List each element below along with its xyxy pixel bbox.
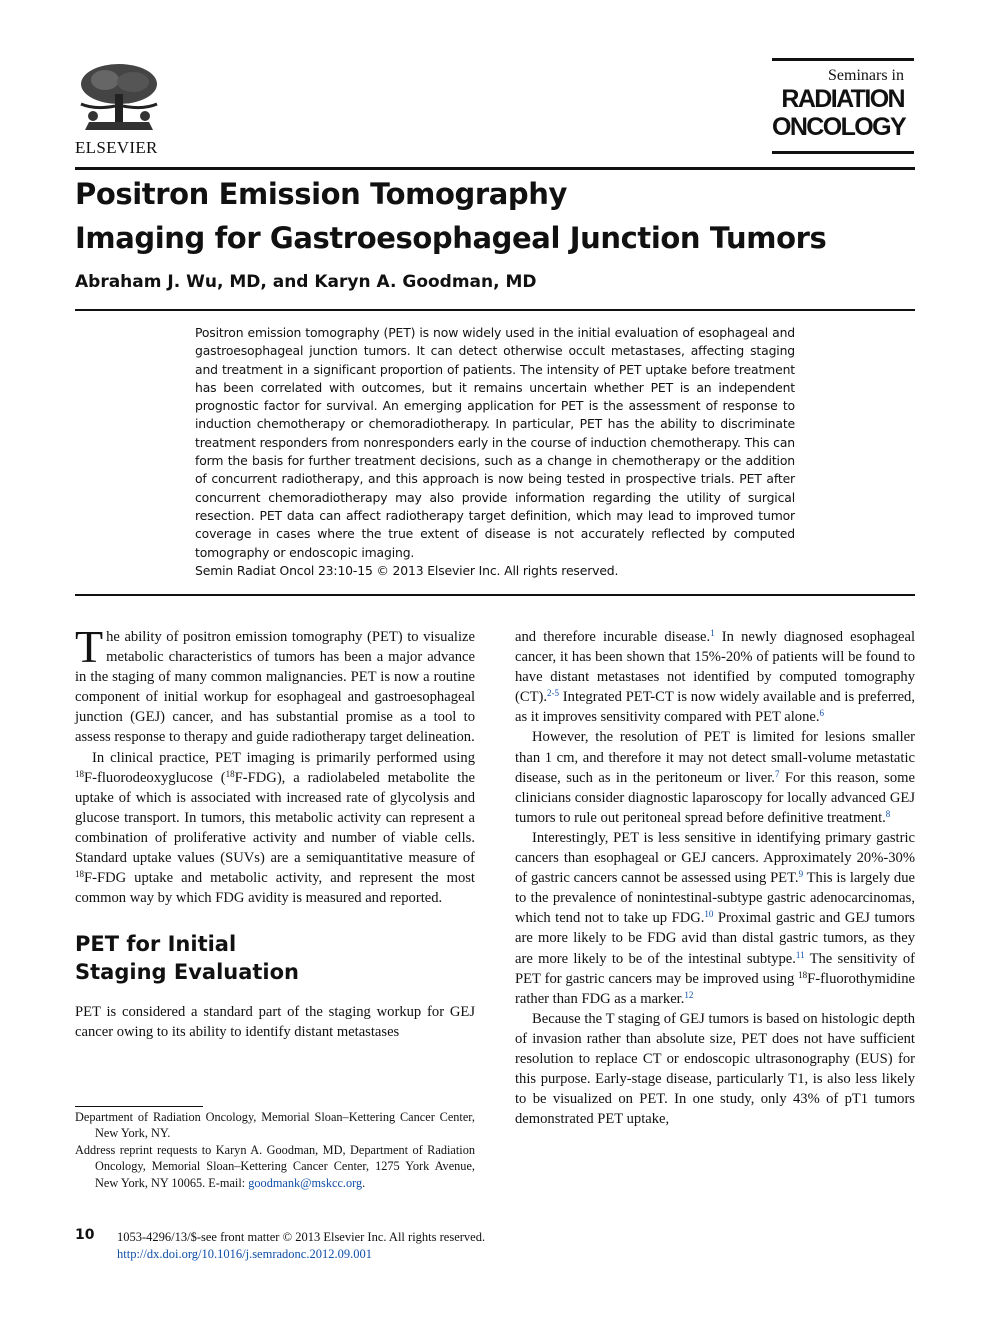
- paragraph-text: Integrated PET-CT is now widely available and is preferred, as it improves sensitivity compared with PET alone.: [515, 689, 915, 726]
- abstract-top-rule: [75, 309, 915, 311]
- header-rule: [75, 167, 915, 170]
- reference-link[interactable]: 11: [795, 949, 805, 960]
- paragraph-text: In clinical practice, PET imaging is primarily performed using: [92, 749, 475, 766]
- reference-link[interactable]: 12: [684, 989, 694, 1000]
- paragraph-text: Proximal gastric and GEJ tumors are more likely to be FDG avid than distal gastric tumors, as they are more likely to be of the intestinal subtype.: [515, 910, 915, 967]
- paragraph: [515, 627, 915, 727]
- reference-link[interactable]: 6: [819, 708, 825, 719]
- paragraph-text: Interestingly, PET is less sensitive in identifying primary gastric cancers than esophageal or GEJ cancers. Approximately 20%-30% of gastric cancers cannot be assessed using PET.: [515, 829, 915, 887]
- section-heading-line-2: Staging Evaluation: [75, 960, 299, 985]
- doi-link[interactable]: http://dx.doi.org/10.1016/j.semradonc.2012.09.001: [117, 1247, 372, 1261]
- paragraph-text: However, the resolution of PET is limited for lesions smaller than 1 cm, and therefore it may not detect small-volume metastatic disease, such as in the peritoneum or liver.: [515, 729, 915, 786]
- superscript: 18: [798, 969, 808, 980]
- article-title: [75, 172, 915, 260]
- section-heading: [75, 930, 475, 986]
- paragraph: [515, 828, 915, 1009]
- paragraph-text: F-FDG), a radiolabeled metabolite the uptake of which is associated with increased rate of glycolysis and glucose transport. In tumors, this metabolic activity can represent a combination of proliferative activity and number of viable cells. Standard uptake values (SUVs) are a semiquantitative measure of: [75, 769, 475, 867]
- superscript: 18: [75, 869, 84, 880]
- footnote-text: Address reprint requests to Karyn A. Goodman, MD, Department of Radiation Oncology, Memorial Sloan–Kettering Cancer Center, 1275 York Avenue, New York, NY 10065. E-mail:: [75, 1142, 475, 1190]
- paragraph-text: F-fluorodeoxyglucose (: [84, 769, 226, 786]
- abstract: [195, 324, 795, 580]
- paragraph-text: For this reason, some clinicians consider diagnostic laparoscopy for locally advanced GEJ tumors to rule out peritoneal spread before definitive treatment.: [515, 769, 915, 826]
- paragraph-text: and therefore incurable disease.: [515, 629, 711, 645]
- paragraph: [515, 1009, 915, 1130]
- elsevier-tree-icon: [75, 60, 163, 136]
- journal-masthead: [772, 58, 914, 154]
- section-heading-line-1: PET for Initial: [75, 932, 237, 957]
- paragraph-text: he ability of positron emission tomography (PET) to visualize metabolic characteristics of tumors has been a major advance in the staging of many common malignancies. PET is now a routine component of initial workup for esophageal and gastroesophageal junction (GEJ) cancer, and has substantial promise as a tool to assess response to therapy and guide radiotherapy target delineation.: [75, 629, 475, 746]
- reference-link[interactable]: 9: [798, 869, 804, 880]
- footnote-affiliation: Department of Radiation Oncology, Memorial Sloan–Kettering Cancer Center, New York, NY.: [75, 1110, 475, 1141]
- page-number: 10: [75, 1227, 95, 1243]
- journal-title-line2: ONCOLOGY: [772, 113, 906, 141]
- publisher-wordmark: ELSEVIER: [75, 138, 158, 157]
- abstract-text: Positron emission tomography (PET) is now widely used in the initial evaluation of esophageal and gastroesophageal junction tumors. It can detect otherwise occult metastases, affecting staging and treatment in a significant proportion of patients. The intensity of PET uptake before treatment has been correlated with outcomes, but it remains uncertain whether PET is an independent prognostic factor for survival. An emerging application for PET is the assessment of response to induction chemotherapy or chemoradiotherapy. In particular, PET has the ability to discriminate treatment responders from nonresponders early in the course of induction chemotherapy. This can form the basis for further treatment decisions, such as a change in chemotherapy or the addition of concurrent radiotherapy, and this approach is now being tested in prospective trials. PET after concurrent chemoradiotherapy may also provide information regarding the utility of surgical resection. PET data can affect radiotherapy target definition, which may lead to improved tumor coverage in cases where the true extent of disease is not accurately reflected by computed tomography or endoscopic imaging.: [195, 325, 795, 560]
- footnotes: [75, 1109, 475, 1191]
- footnote-reprint: [75, 1142, 475, 1191]
- article-authors: Abraham J. Wu, MD, and Karyn A. Goodman, MD: [75, 272, 537, 292]
- paragraph: [515, 727, 915, 827]
- footnote-rule: [75, 1106, 203, 1107]
- reference-link[interactable]: 1: [710, 628, 715, 638]
- paragraph-text: In newly diagnosed esophageal cancer, it has been shown that 15%-20% of patients will be found to have distant metastases not identified by computed tomography (CT).: [515, 629, 915, 706]
- reference-link[interactable]: 2-5: [547, 688, 560, 699]
- paragraph-text: F-fluorothymidine rather than FDG as a marker.: [515, 970, 915, 1007]
- reference-link[interactable]: 10: [704, 909, 714, 920]
- superscript: 18: [225, 768, 235, 779]
- email-link[interactable]: goodmank@mskcc.org: [248, 1175, 363, 1190]
- paragraph: [75, 748, 475, 909]
- paragraph-text: PET is considered a standard part of the staging workup for GEJ cancer owing to its ability to identify distant metastases: [75, 1004, 475, 1041]
- superscript: 18: [75, 768, 84, 779]
- body-column-right: [515, 627, 915, 1129]
- reference-link[interactable]: 7: [774, 768, 780, 779]
- abstract-bottom-rule: [75, 594, 915, 596]
- drop-cap: T: [75, 621, 104, 672]
- body-column-left: [75, 621, 475, 1043]
- reference-link[interactable]: 8: [885, 808, 891, 819]
- title-line-1: Positron Emission Tomography: [75, 177, 568, 211]
- journal-series: Seminars in: [828, 67, 904, 84]
- title-line-2: Imaging for Gastroesophageal Junction Tumors: [75, 221, 827, 255]
- paragraph-text: This is largely due to the prevalence of nonintestinal-subtype gastric adenocarcinomas, which tend not to take up FDG.: [515, 870, 915, 927]
- footer-issn: 1053-4296/13/$-see front matter © 2013 Elsevier Inc. All rights reserved.: [117, 1230, 486, 1244]
- abstract-citation: Semin Radiat Oncol 23:10-15 © 2013 Elsevier Inc. All rights reserved.: [195, 562, 619, 578]
- journal-title-line1: RADIATION: [781, 85, 904, 113]
- paragraph-text: The sensitivity of PET for gastric cancers may be improved using: [515, 950, 915, 987]
- paragraph-text: F-FDG uptake and metabolic activity, and represent the most common way by which FDG avidity is measured and reported.: [75, 870, 475, 907]
- paragraph: [75, 1002, 475, 1042]
- footnote-text: .: [362, 1175, 366, 1190]
- publisher-logo: [75, 60, 165, 160]
- paragraph: [75, 621, 475, 748]
- paragraph-text: Because the T staging of GEJ tumors is based on histologic depth of invasion rather than absolute size, PET does not have sufficient resolution to replace CT or endoscopic ultrasonography (EUS) for this purpose. Early-stage disease, particularly T1, is also less likely to be visualized on PET. In one study, only 43% of pT1 tumors demonstrated PET uptake,: [515, 1010, 915, 1128]
